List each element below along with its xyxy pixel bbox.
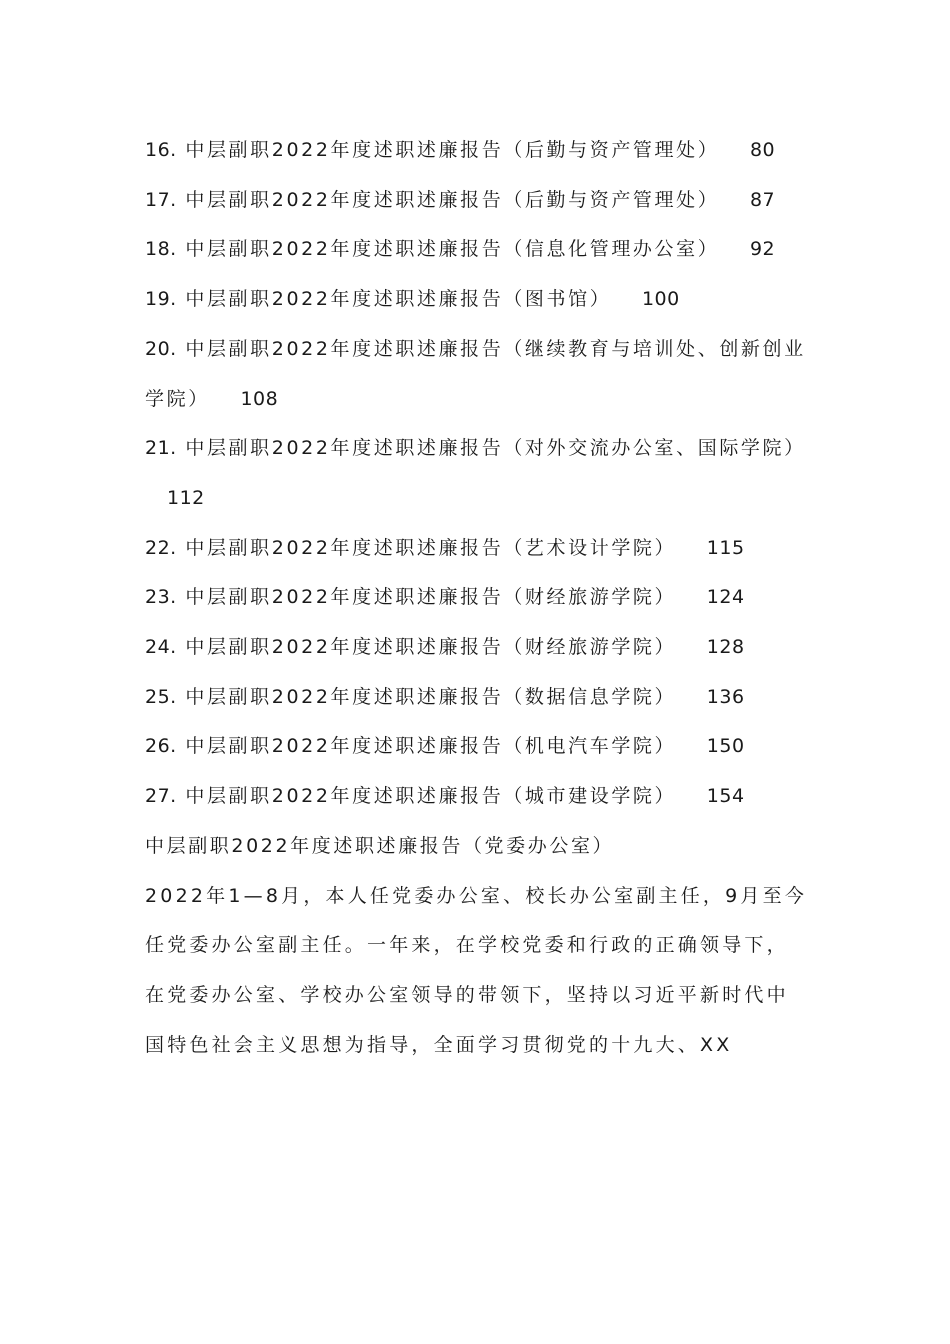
toc-entry-title: 中层副职2022年度述职述廉报告（城市建设学院） — [185, 785, 677, 808]
toc-entry-page: 92 — [749, 238, 776, 261]
toc-entry-title: 中层副职2022年度述职述廉报告（后勤与资产管理处） — [185, 139, 720, 161]
toc-entry[interactable] — [145, 126, 810, 176]
toc-entry[interactable] — [145, 176, 810, 226]
toc-entry-number: 18. — [145, 238, 177, 261]
toc-entry[interactable] — [145, 772, 810, 822]
toc-entry-page: 115 — [706, 536, 745, 559]
toc-entry-page: 87 — [749, 188, 776, 211]
toc-entry-page: 108 — [240, 387, 279, 410]
toc-entry-page: 150 — [706, 735, 745, 758]
toc-entry-number: 20. — [145, 337, 177, 360]
toc-entry-title: 中层副职2022年度述职述廉报告（艺术设计学院） — [185, 536, 677, 559]
toc-entry-number: 24. — [145, 636, 177, 659]
toc-entry-number: 23. — [145, 586, 177, 609]
toc-entry[interactable] — [145, 225, 810, 275]
toc-entry[interactable] — [145, 722, 810, 772]
toc-entry-number: 22. — [145, 536, 177, 559]
toc-entry-title: 中层副职2022年度述职述廉报告（继续教育与培训处、创新创业学院） — [145, 337, 806, 410]
toc-entry-page: 124 — [706, 586, 745, 609]
table-of-contents — [145, 126, 810, 1070]
toc-entry-title: 中层副职2022年度述职述廉报告（财经旅游学院） — [185, 636, 677, 659]
toc-entry-page: 80 — [749, 139, 776, 161]
toc-entry-number: 19. — [145, 288, 177, 311]
toc-entry-page: 136 — [706, 685, 745, 708]
toc-entry-page: 154 — [706, 785, 745, 808]
toc-entry-title: 中层副职2022年度述职述廉报告（信息化管理办公室） — [185, 238, 720, 261]
section-title: 中层副职2022年度述职述廉报告（党委办公室） — [145, 834, 615, 857]
toc-entry-title: 中层副职2022年度述职述廉报告（数据信息学院） — [185, 685, 677, 708]
toc-entry[interactable] — [145, 623, 810, 673]
toc-entry-number: 26. — [145, 735, 177, 758]
toc-entry[interactable] — [145, 524, 810, 574]
toc-entry-title: 中层副职2022年度述职述廉报告（财经旅游学院） — [185, 586, 677, 609]
toc-entry-page: 112 — [167, 486, 205, 509]
toc-entry[interactable] — [145, 424, 810, 523]
toc-entry-number: 21. — [145, 437, 177, 460]
toc-entry[interactable] — [145, 573, 810, 623]
toc-entry-title: 中层副职2022年度述职述廉报告（后勤与资产管理处） — [185, 188, 720, 211]
toc-entry[interactable] — [145, 673, 810, 723]
toc-entry-title: 中层副职2022年度述职述廉报告（图书馆） — [185, 288, 612, 311]
toc-entry-number: 17. — [145, 188, 177, 211]
toc-entry-number: 16. — [145, 139, 177, 161]
toc-entry-page: 100 — [641, 288, 680, 311]
toc-entry-page: 128 — [706, 636, 745, 659]
toc-entry-number: 25. — [145, 685, 177, 708]
body-paragraph: 2022年1—8月，本人任党委办公室、校长办公室副主任，9月至今任党委办公室副主任。一年来，在学校党委和行政的正确领导下，在党委办公室、学校办公室领导的带领下，坚持以习近平新时代中国特色社会主义思想为指导，全面学习贯彻党的十九大、XX — [145, 884, 808, 1056]
toc-entry-title: 中层副职2022年度述职述廉报告（机电汽车学院） — [185, 735, 677, 758]
toc-entry-title: 中层副职2022年度述职述廉报告（对外交流办公室、国际学院） — [185, 437, 806, 460]
toc-entry[interactable] — [145, 325, 810, 424]
toc-entry-number: 27. — [145, 785, 177, 808]
toc-entry[interactable] — [145, 275, 810, 325]
